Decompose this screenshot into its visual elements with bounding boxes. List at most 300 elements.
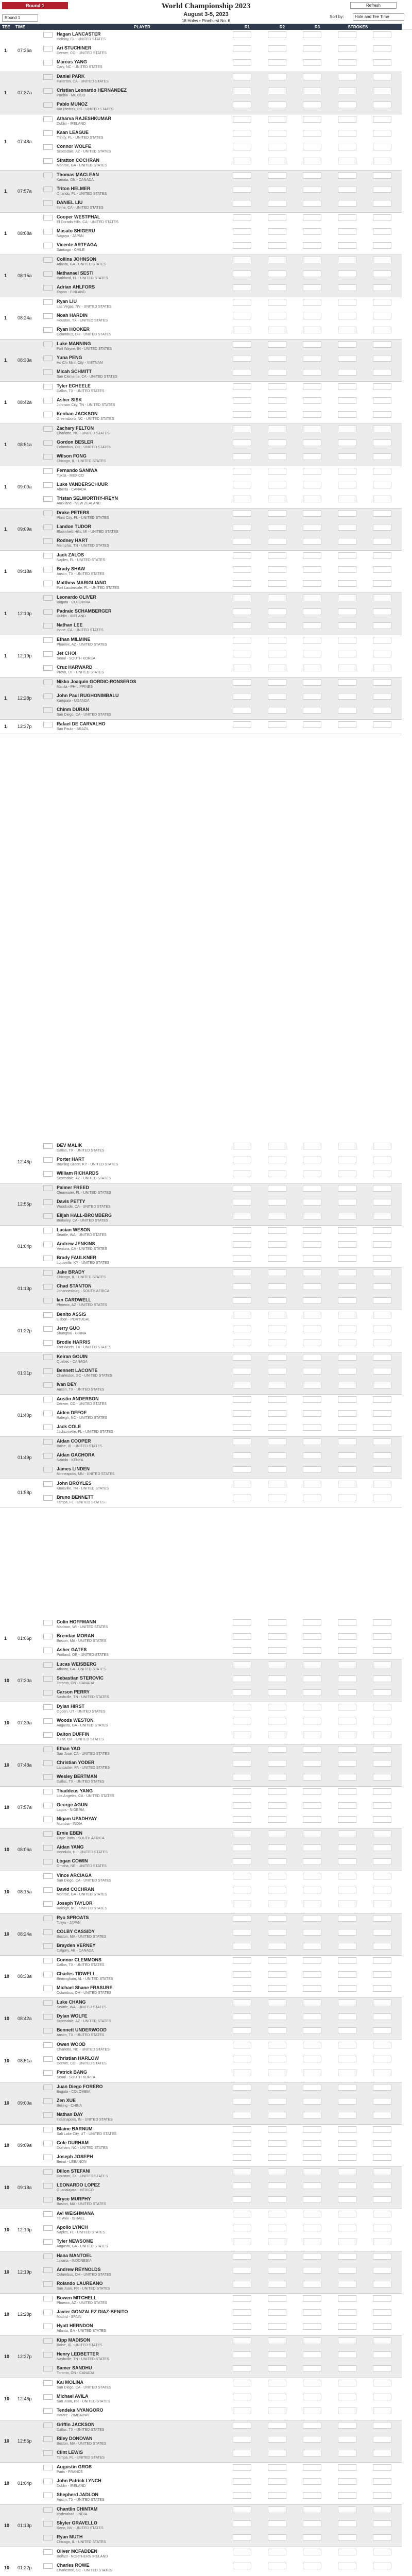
player-name[interactable]: Augustin GROS: [57, 2464, 92, 2469]
player-row[interactable]: [0, 44, 402, 58]
player-name[interactable]: Atharva RAJESHKUMAR: [57, 116, 112, 121]
player-name[interactable]: Noah HARDIN: [57, 313, 88, 318]
player-row[interactable]: [0, 621, 402, 635]
player-name[interactable]: Austin ANDERSON: [57, 1396, 99, 1401]
player-row[interactable]: [0, 2279, 402, 2293]
player-name[interactable]: Jack ZALOS: [57, 552, 84, 557]
player-row[interactable]: [0, 269, 402, 283]
player-name[interactable]: Chantlin CHINTAM: [57, 2506, 98, 2512]
player-name[interactable]: Porter HART: [57, 1157, 85, 1162]
player-row[interactable]: [0, 1801, 402, 1815]
player-row[interactable]: [0, 2068, 402, 2082]
player-name[interactable]: LEONARDO LOPEZ: [57, 2182, 100, 2188]
player-name[interactable]: Shepherd JADLON: [57, 2492, 99, 2497]
player-row[interactable]: [0, 58, 402, 72]
player-row[interactable]: [0, 1226, 402, 1240]
player-row[interactable]: [0, 438, 402, 452]
player-name[interactable]: Wesley BERTMAN: [57, 1774, 97, 1779]
player-row[interactable]: [0, 1984, 402, 1997]
player-row[interactable]: [0, 241, 402, 255]
player-name[interactable]: Drake PETERS: [57, 510, 90, 515]
player-row[interactable]: [0, 2321, 402, 2335]
player-row[interactable]: [0, 1843, 402, 1857]
player-row[interactable]: [0, 593, 402, 607]
player-row[interactable]: [0, 1941, 402, 1955]
player-name[interactable]: Thomas MACLEAN: [57, 172, 99, 177]
player-name[interactable]: Bennett UNDERWOOD: [57, 2027, 107, 2032]
player-name[interactable]: Brady FAULKNER: [57, 1255, 97, 1260]
r3-score-cell: [303, 2112, 321, 2119]
player-row[interactable]: [0, 2125, 402, 2139]
player-name[interactable]: Zachary FELTON: [57, 426, 94, 431]
player-name[interactable]: Carson PERRY: [57, 1689, 90, 1694]
round-select[interactable]: Round 1: [2, 14, 38, 22]
player-name[interactable]: Jack COLE: [57, 1424, 81, 1429]
player-name[interactable]: Cruz HARWARD: [57, 665, 93, 670]
player-name[interactable]: Riley DONOVAN: [57, 2436, 93, 2441]
player-row[interactable]: [0, 1702, 402, 1716]
player-name[interactable]: Gordon BESLER: [57, 439, 94, 445]
player-name[interactable]: Dylan WOLFE: [57, 2013, 88, 2019]
player-name[interactable]: Padraic SCHAMBERGER: [57, 608, 112, 614]
player-name[interactable]: Nathan LEE: [57, 622, 83, 628]
player-name[interactable]: Bowen MITCHELL: [57, 2295, 97, 2300]
player-name[interactable]: Luke MANNING: [57, 341, 91, 346]
player-name[interactable]: Brayden VERNEY: [57, 1943, 96, 1948]
player-row[interactable]: [0, 607, 402, 621]
player-name[interactable]: James LINDEN: [57, 1466, 90, 1471]
player-row[interactable]: [0, 396, 402, 410]
player-row[interactable]: [0, 100, 402, 114]
player-name[interactable]: Aidan GACHORA: [57, 1452, 95, 1458]
player-name[interactable]: Michael Shane FRASURE: [57, 1985, 113, 1990]
player-name[interactable]: Dylan HIRST: [57, 1704, 85, 1709]
player-row[interactable]: [0, 720, 402, 734]
player-name[interactable]: Tyler NEWSOME: [57, 2239, 93, 2244]
player-name[interactable]: Nathan DAY: [57, 2112, 83, 2117]
player-name[interactable]: Aiden DEFOE: [57, 1410, 87, 1415]
player-row[interactable]: [0, 1744, 402, 1758]
player-name[interactable]: Owen WOOD: [57, 2042, 85, 2047]
player-name[interactable]: Chinm DURAN: [57, 707, 89, 712]
player-row[interactable]: [0, 1296, 402, 1310]
tee-number: 10: [4, 2438, 10, 2444]
player-row[interactable]: [0, 2519, 402, 2533]
player-name[interactable]: Nathanael SESTI: [57, 270, 94, 276]
player-name[interactable]: Nigam UPADHYAY: [57, 1816, 97, 1821]
strokes-cell: [373, 144, 391, 150]
player-row[interactable]: [0, 1772, 402, 1786]
player-name[interactable]: Colin HOFFMANN: [57, 1619, 96, 1624]
player-name[interactable]: David COCHRAN: [57, 1887, 95, 1892]
player-row[interactable]: [0, 382, 402, 396]
player-name[interactable]: Tristan SELWORTHY-IREYN: [57, 496, 118, 501]
player-row[interactable]: [0, 452, 402, 466]
player-row[interactable]: [0, 1240, 402, 1253]
player-name[interactable]: Ryan HOOKER: [57, 327, 90, 332]
player-name[interactable]: DANIEL LIU: [57, 200, 83, 205]
player-row[interactable]: [0, 410, 402, 423]
player-name[interactable]: Fernando SANIWA: [57, 468, 98, 473]
player-row[interactable]: [0, 1913, 402, 1927]
player-row[interactable]: [0, 1479, 402, 1493]
player-row[interactable]: [0, 2505, 402, 2519]
player-row[interactable]: [0, 184, 402, 198]
player-row[interactable]: [0, 1956, 402, 1970]
player-name[interactable]: Andrew REYNOLDS: [57, 2267, 101, 2272]
player-name[interactable]: Griffin JACKSON: [57, 2422, 95, 2427]
player-row[interactable]: [0, 1451, 402, 1465]
player-name[interactable]: Christian HARLOW: [57, 2056, 99, 2061]
player-name[interactable]: Kenban JACKSON: [57, 411, 98, 416]
player-row[interactable]: [0, 1998, 402, 2012]
player-row[interactable]: [0, 1787, 402, 1801]
player-name[interactable]: Cristian Leonardo HERNANDEZ: [57, 88, 127, 93]
player-name[interactable]: Benito ASSIS: [57, 1312, 87, 1317]
player-name[interactable]: Collins JOHNSON: [57, 257, 97, 262]
player-row[interactable]: [0, 536, 402, 550]
player-name[interactable]: Ari STUCHINER: [57, 45, 92, 50]
player-name[interactable]: Connor WOLFE: [57, 144, 91, 149]
player-name[interactable]: Bryce MURPHY: [57, 2196, 91, 2201]
player-name[interactable]: Keiran GOUIN: [57, 1354, 88, 1359]
player-name[interactable]: Logan COWIN: [57, 1858, 88, 1863]
player-row[interactable]: [0, 2237, 402, 2251]
player-row[interactable]: [0, 128, 402, 142]
player-row[interactable]: [0, 691, 402, 705]
player-row[interactable]: [0, 2448, 402, 2462]
player-row[interactable]: [0, 1253, 402, 1267]
player-row[interactable]: [0, 86, 402, 100]
player-name[interactable]: Brady SHAW: [57, 566, 85, 571]
player-row[interactable]: [0, 2139, 402, 2153]
player-name[interactable]: Joseph TAYLOR: [57, 1901, 93, 1906]
player-name[interactable]: Aidan YANG: [57, 1844, 84, 1850]
player-name[interactable]: Ivan DEY: [57, 1382, 77, 1387]
player-row[interactable]: [0, 2547, 402, 2561]
player-row[interactable]: [0, 565, 402, 579]
player-name[interactable]: John Paul RUGHONIMBALU: [57, 693, 119, 698]
player-name[interactable]: Charles TIDWELL: [57, 1971, 96, 1976]
player-name[interactable]: Thaddeus YANG: [57, 1788, 93, 1793]
player-row[interactable]: [0, 2251, 402, 2265]
player-row[interactable]: [0, 1632, 402, 1646]
r3-score-cell: [303, 411, 321, 418]
player-name[interactable]: Andrew JENKINS: [57, 1241, 95, 1246]
player-row[interactable]: [0, 2294, 402, 2308]
player-row[interactable]: [0, 2012, 402, 2026]
player-name[interactable]: John BROYLES: [57, 1481, 92, 1486]
player-name[interactable]: Aidan COOPER: [57, 1438, 91, 1444]
player-name[interactable]: Clint LEWIS: [57, 2450, 83, 2455]
player-name[interactable]: Wilson FONG: [57, 453, 87, 459]
player-row[interactable]: [0, 1338, 402, 1352]
player-row[interactable]: [0, 1409, 402, 1422]
player-row[interactable]: [0, 1829, 402, 1843]
player-row[interactable]: [0, 1465, 402, 1479]
player-row[interactable]: [0, 509, 402, 522]
player-row[interactable]: [0, 2265, 402, 2279]
player-name[interactable]: Henry LEDBETTER: [57, 2351, 99, 2357]
player-row[interactable]: [0, 1366, 402, 1380]
player-name[interactable]: Luke CHANG: [57, 1999, 86, 2005]
player-name[interactable]: Daniel PARK: [57, 74, 85, 79]
sort-select[interactable]: Hole and Tee Time: [353, 13, 404, 21]
player-row[interactable]: [0, 1674, 402, 1688]
player-name[interactable]: Ian CARDWELL: [57, 1297, 91, 1302]
player-row[interactable]: [0, 1871, 402, 1885]
player-name[interactable]: Connor CLEMMONS: [57, 1957, 101, 1962]
tee-group: [0, 30, 402, 72]
player-name[interactable]: Yuna PENG: [57, 355, 82, 360]
player-row[interactable]: [0, 2336, 402, 2350]
player-name[interactable]: George AGUN: [57, 1802, 88, 1807]
player-name[interactable]: Michael AVILA: [57, 2394, 89, 2399]
player-row[interactable]: [0, 2434, 402, 2448]
player-row[interactable]: [0, 2364, 402, 2378]
player-name[interactable]: Matthew MARIGLIANO: [57, 580, 107, 585]
r1-score-cell: [233, 1283, 251, 1290]
player-row[interactable]: [0, 424, 402, 438]
player-row[interactable]: [0, 635, 402, 649]
player-name[interactable]: Elijah HALL-BROMBERG: [57, 1213, 112, 1218]
player-name[interactable]: Woods WESTON: [57, 1718, 94, 1723]
player-name[interactable]: Apollo LYNCH: [57, 2225, 88, 2230]
player-name[interactable]: Chad STANTON: [57, 1283, 92, 1289]
player-name[interactable]: Vince ARCIAGA: [57, 1873, 92, 1878]
player-row[interactable]: [0, 142, 402, 156]
player-name[interactable]: Ryo SPROATS: [57, 1915, 89, 1920]
player-name[interactable]: Lucas WEISBERG: [57, 1662, 97, 1667]
player-row[interactable]: [0, 522, 402, 536]
player-name[interactable]: Nikko Joaquin GORDIC-RONSEROS: [57, 679, 136, 684]
player-row[interactable]: [0, 1758, 402, 1772]
player-row[interactable]: [0, 1310, 402, 1324]
player-row[interactable]: [0, 2477, 402, 2490]
player-name[interactable]: Jet CHOI: [57, 651, 77, 656]
player-name[interactable]: Rafael DE CARVALHO: [57, 721, 106, 726]
player-row[interactable]: [0, 227, 402, 241]
player-row[interactable]: [0, 1141, 402, 1155]
player-name[interactable]: Rolando LAUREANO: [57, 2281, 103, 2286]
player-row[interactable]: [0, 480, 402, 494]
refresh-button[interactable]: Refresh: [350, 2, 397, 9]
player-row[interactable]: [0, 367, 402, 381]
player-row[interactable]: [0, 2378, 402, 2392]
player-row[interactable]: [0, 353, 402, 367]
player-name[interactable]: Ryan LIU: [57, 299, 77, 304]
player-row[interactable]: [0, 283, 402, 297]
player-name[interactable]: Brodie HARRIS: [57, 1340, 91, 1345]
player-row[interactable]: [0, 198, 402, 212]
player-row[interactable]: [0, 705, 402, 719]
player-row[interactable]: [0, 2350, 402, 2364]
player-row[interactable]: [0, 1730, 402, 1744]
player-name[interactable]: Cole DURHAM: [57, 2140, 89, 2145]
player-name[interactable]: Jake BRADY: [57, 1269, 85, 1275]
player-row[interactable]: [0, 2209, 402, 2223]
player-row[interactable]: [0, 1815, 402, 1828]
player-name[interactable]: Asher SISK: [57, 397, 82, 402]
player-name[interactable]: Brendan MORAN: [57, 1633, 95, 1638]
player-row[interactable]: [0, 171, 402, 184]
player-row[interactable]: [0, 2463, 402, 2477]
player-name[interactable]: Marcus YANG: [57, 59, 88, 64]
player-row[interactable]: [0, 2392, 402, 2406]
player-name[interactable]: Hana MANTOEL: [57, 2253, 92, 2258]
player-row[interactable]: [0, 213, 402, 227]
player-name[interactable]: Kaan LEAGUE: [57, 130, 89, 135]
player-row[interactable]: [0, 1197, 402, 1211]
player-name[interactable]: Davis PETTY: [57, 1199, 85, 1204]
player-row[interactable]: [0, 1437, 402, 1451]
player-row[interactable]: [0, 1646, 402, 1659]
player-row[interactable]: [0, 1716, 402, 1730]
player-row[interactable]: [0, 2420, 402, 2434]
player-row[interactable]: [0, 466, 402, 480]
player-name[interactable]: Oliver MCFADDEN: [57, 2549, 98, 2554]
player-row[interactable]: [0, 1352, 402, 1366]
player-name[interactable]: DEV MALIK: [57, 1143, 82, 1148]
player-name[interactable]: Samer SANDHU: [57, 2365, 92, 2370]
player-name[interactable]: Joseph JOSEPH: [57, 2154, 93, 2159]
player-name[interactable]: Adrian AHLFORS: [57, 284, 95, 290]
player-name[interactable]: Ernie EBEN: [57, 1831, 83, 1836]
player-row[interactable]: [0, 663, 402, 677]
player-row[interactable]: [0, 340, 402, 353]
player-row[interactable]: [0, 1155, 402, 1169]
player-name[interactable]: Vicente ARTEAGA: [57, 242, 97, 247]
player-row[interactable]: [0, 551, 402, 565]
player-row[interactable]: [0, 1660, 402, 1674]
player-name[interactable]: Palmer FREED: [57, 1185, 90, 1190]
player-name[interactable]: Bruno BENNETT: [57, 1495, 94, 1500]
player-row[interactable]: [0, 2082, 402, 2096]
player-name[interactable]: Asher GATES: [57, 1647, 87, 1652]
player-name[interactable]: Triton HELMER: [57, 186, 91, 191]
player-name[interactable]: Tendeka NYANGORO: [57, 2408, 104, 2413]
player-row[interactable]: [0, 255, 402, 269]
player-row[interactable]: [0, 1857, 402, 1871]
player-row[interactable]: [0, 579, 402, 592]
player-name[interactable]: Hagan LANCASTER: [57, 31, 101, 37]
player-name[interactable]: Micah SCHMITT: [57, 369, 92, 374]
player-row[interactable]: [0, 2110, 402, 2124]
player-name[interactable]: Dillon STEFANI: [57, 2168, 91, 2174]
player-name[interactable]: Ryan MUTH: [57, 2534, 83, 2539]
player-row[interactable]: [0, 2167, 402, 2181]
player-name[interactable]: Jerry GUO: [57, 1326, 80, 1331]
player-row[interactable]: [0, 2096, 402, 2110]
player-row[interactable]: [0, 156, 402, 170]
player-row[interactable]: [0, 1688, 402, 1702]
player-row[interactable]: [0, 30, 402, 44]
player-row[interactable]: [0, 1211, 402, 1225]
player-row[interactable]: [0, 1899, 402, 1913]
player-row[interactable]: [0, 1268, 402, 1282]
player-row[interactable]: [0, 1324, 402, 1338]
player-name[interactable]: Avi WEISHMANA: [57, 2211, 94, 2216]
player-name[interactable]: Christian YODER: [57, 1760, 95, 1765]
player-row[interactable]: [0, 2406, 402, 2420]
player-row[interactable]: [0, 1380, 402, 1394]
player-row[interactable]: [0, 2153, 402, 2166]
player-row[interactable]: [0, 2223, 402, 2237]
player-row[interactable]: [0, 2490, 402, 2504]
player-name[interactable]: Hyatt HERNDON: [57, 2323, 93, 2328]
player-row[interactable]: [0, 325, 402, 339]
player-row[interactable]: [0, 1183, 402, 1197]
player-name[interactable]: Blaine BARNUM: [57, 2126, 93, 2131]
player-name[interactable]: Zen XUE: [57, 2098, 76, 2103]
player-row[interactable]: [0, 72, 402, 86]
player-name[interactable]: Rodney HART: [57, 538, 88, 543]
player-name[interactable]: Ethan YAO: [57, 1746, 81, 1751]
player-row[interactable]: [0, 1927, 402, 1941]
r2-score-cell: [268, 1802, 286, 1809]
player-row[interactable]: [0, 2054, 402, 2068]
player-name[interactable]: Pablo MUNOZ: [57, 101, 88, 107]
player-row[interactable]: [0, 494, 402, 508]
player-row[interactable]: [0, 114, 402, 128]
player-name[interactable]: Kipp MADISON: [57, 2337, 90, 2343]
player-name[interactable]: Tyler ECHEELE: [57, 383, 91, 388]
player-row[interactable]: [0, 1970, 402, 1984]
player-row[interactable]: [0, 1169, 402, 1183]
player-name[interactable]: Stratton COCHRAN: [57, 158, 99, 163]
player-name[interactable]: Skyler GRAVELLO: [57, 2520, 97, 2526]
r2-score-cell: [268, 341, 286, 348]
player-row[interactable]: [0, 1618, 402, 1632]
player-name[interactable]: Juan Diego FORERO: [57, 2084, 103, 2089]
player-name[interactable]: Patrick BANG: [57, 2070, 88, 2075]
round-tab[interactable]: Round 1: [2, 2, 68, 9]
player-name[interactable]: Charles ROWE: [57, 2563, 90, 2568]
player-name[interactable]: Bennett LACONTE: [57, 1368, 98, 1373]
player-name[interactable]: William RICHARDS: [57, 1171, 99, 1176]
player-name[interactable]: Javier GONZALEZ DIAZ-BENITO: [57, 2309, 128, 2314]
player-name[interactable]: Kai MOLINA: [57, 2380, 84, 2385]
player-name[interactable]: Sebastian STEROVIC: [57, 1675, 104, 1681]
player-name[interactable]: Cooper WESTPHAL: [57, 214, 100, 219]
player-name[interactable]: COLBY CASSIDY: [57, 1929, 95, 1934]
player-row[interactable]: [0, 649, 402, 663]
player-name[interactable]: Luke VANDERSCHUUR: [57, 482, 108, 487]
player-name[interactable]: Lucian WESON: [57, 1227, 91, 1232]
player-row[interactable]: [0, 1422, 402, 1436]
player-name[interactable]: Masato SHIGERU: [57, 228, 95, 233]
player-row[interactable]: [0, 311, 402, 325]
player-row[interactable]: [0, 2308, 402, 2321]
player-row[interactable]: [0, 677, 402, 691]
player-row[interactable]: [0, 1395, 402, 1409]
player-row[interactable]: [0, 1282, 402, 1296]
player-row[interactable]: [0, 2026, 402, 2040]
player-row[interactable]: [0, 2181, 402, 2195]
player-row[interactable]: [0, 1885, 402, 1899]
player-row[interactable]: [0, 2533, 402, 2547]
player-row[interactable]: [0, 1493, 402, 1507]
player-name[interactable]: Ethan MILMINE: [57, 637, 91, 642]
player-name[interactable]: Dalton DUFFIN: [57, 1732, 90, 1737]
player-row[interactable]: [0, 2040, 402, 2054]
player-name[interactable]: Leonardo OLIVER: [57, 595, 97, 600]
player-row[interactable]: [0, 2195, 402, 2209]
player-row[interactable]: [0, 297, 402, 311]
player-row[interactable]: [0, 2561, 402, 2575]
player-name[interactable]: Landon TUDOR: [57, 524, 91, 529]
player-name[interactable]: John Patrick LYNCH: [57, 2478, 101, 2483]
